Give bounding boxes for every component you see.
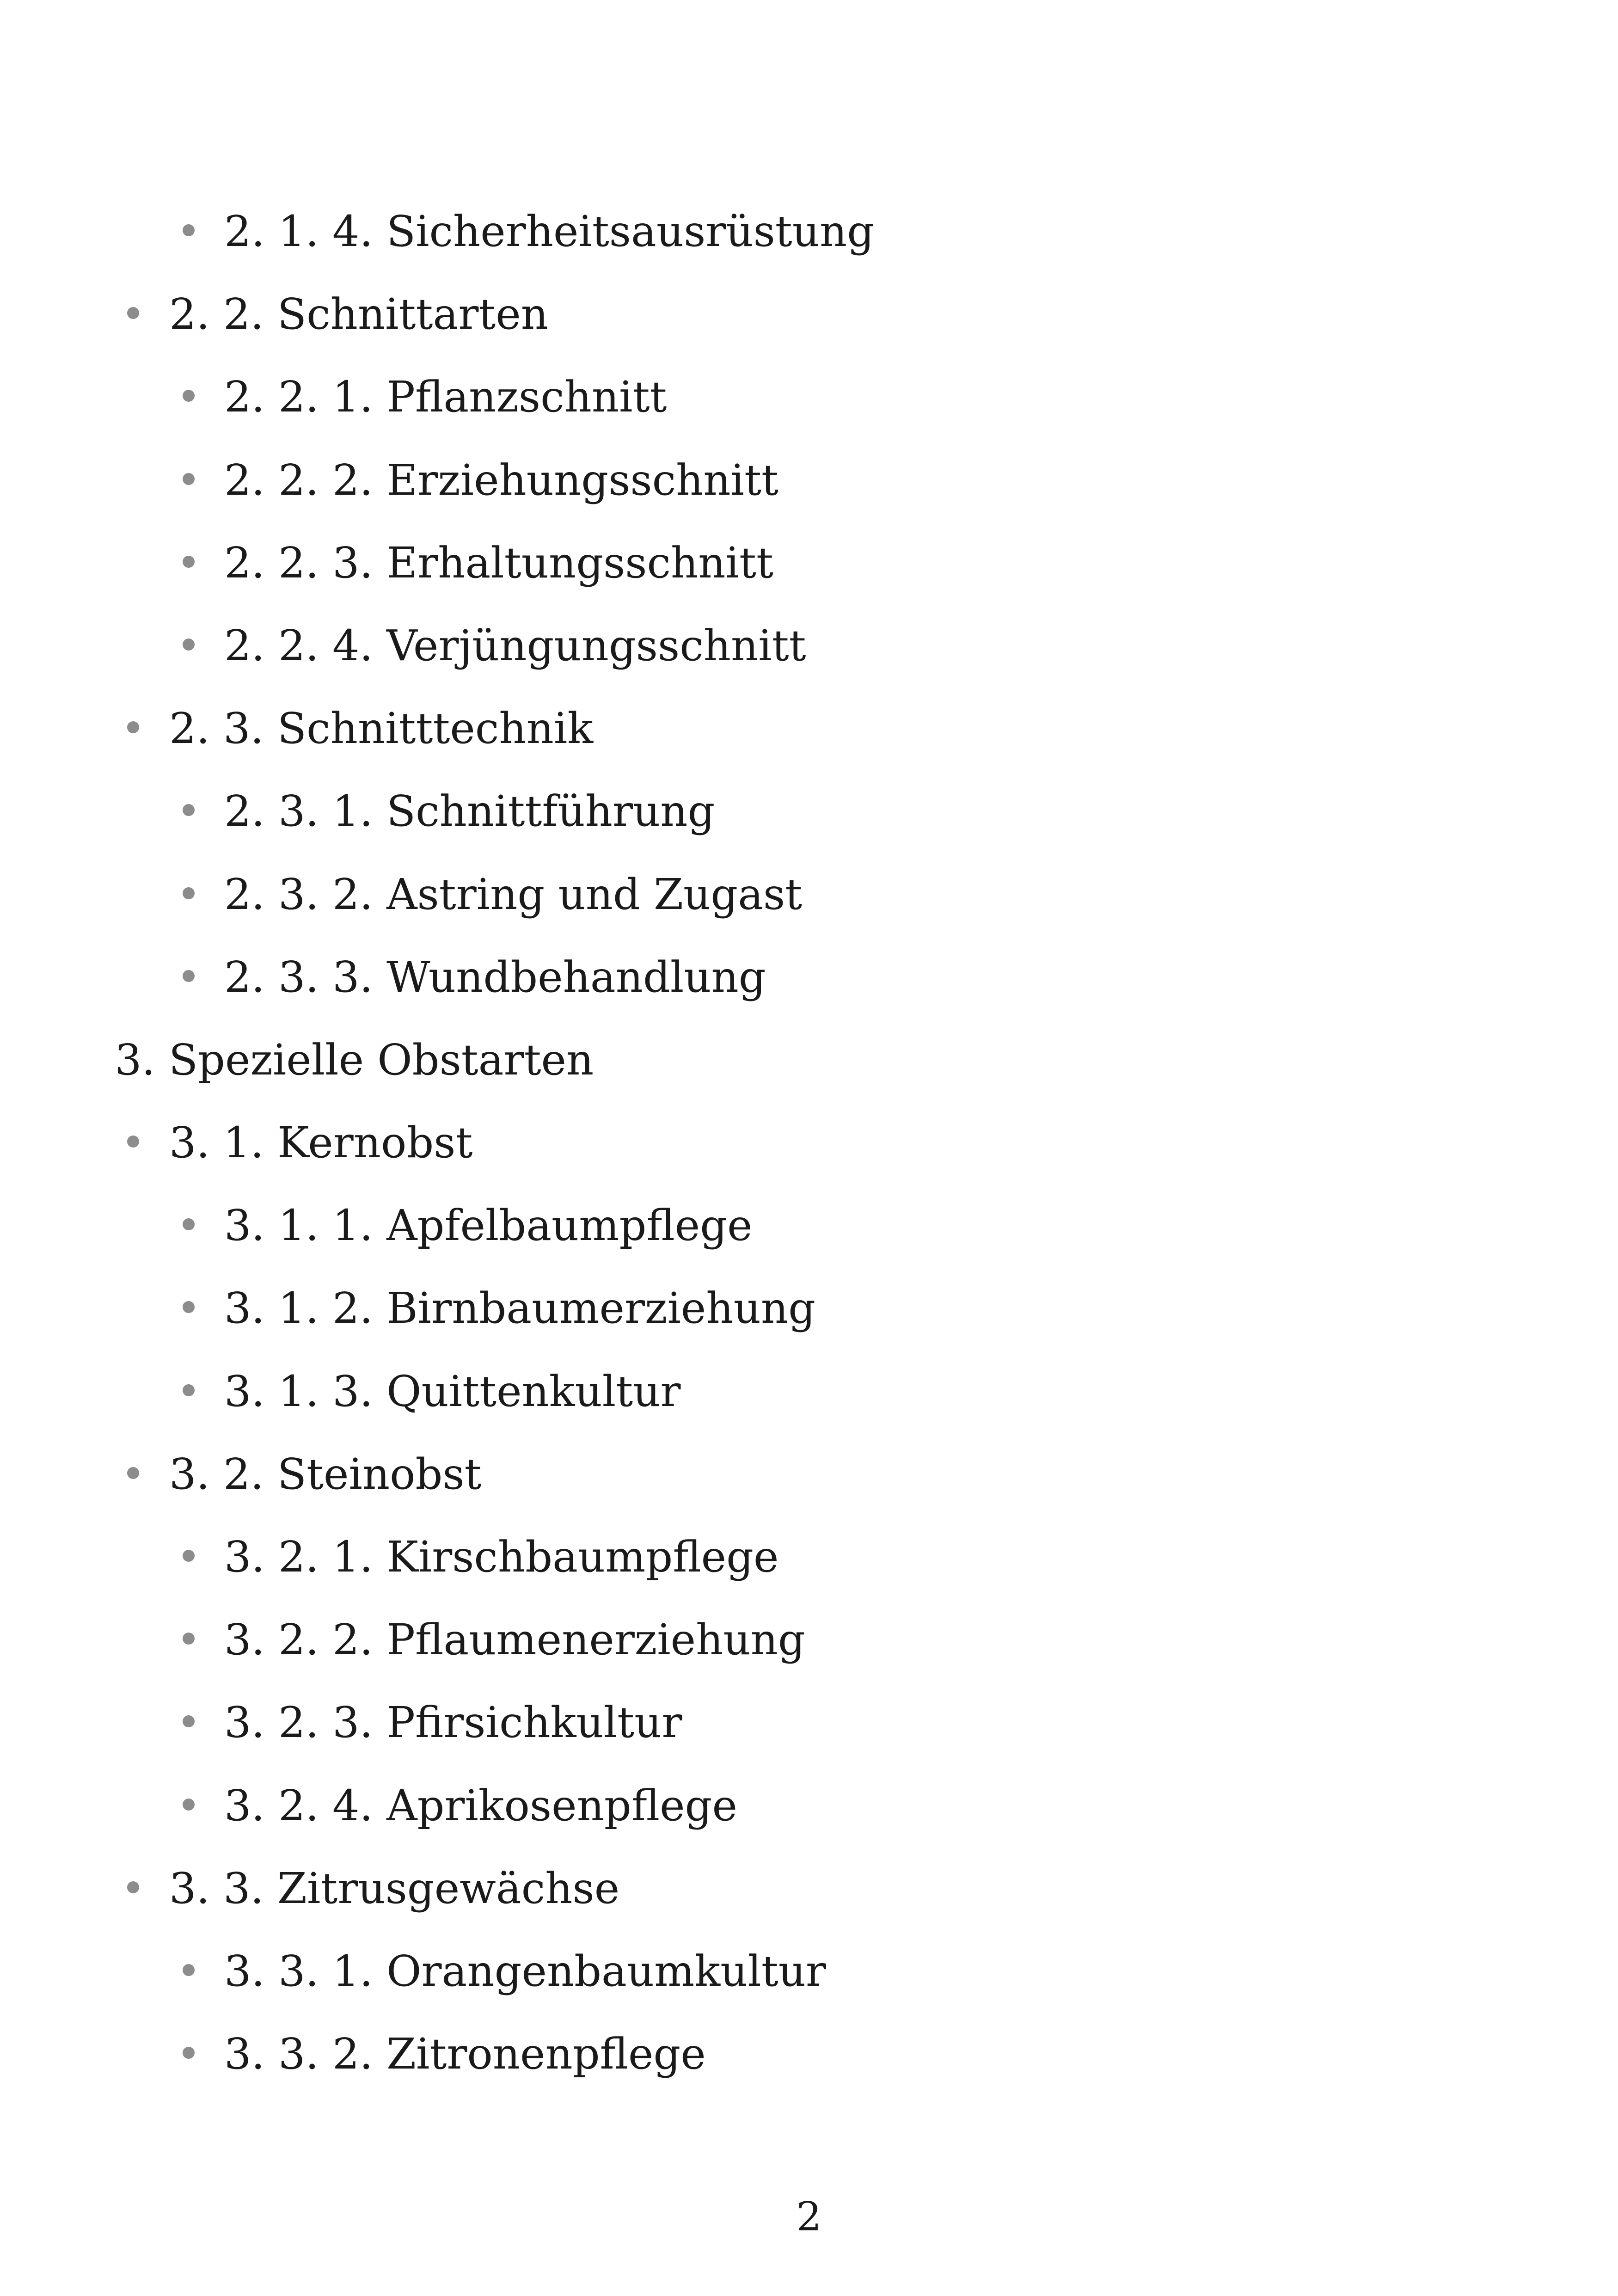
bullet-icon — [183, 473, 195, 485]
toc-list-item — [0, 860, 1618, 943]
toc-entry-text: 3. 2. 2. Pflaumenerziehung — [224, 1615, 805, 1665]
toc-list-item — [0, 611, 1618, 694]
toc-list-item — [0, 1191, 1618, 1274]
table-of-contents — [0, 197, 1618, 2102]
bullet-icon — [183, 1550, 195, 1562]
toc-entry-text: 3. 2. 1. Kirschbaumpflege — [224, 1532, 779, 1582]
bullet-icon — [183, 1964, 195, 1976]
bullet-icon — [183, 2047, 195, 2059]
toc-entry-text: 2. 3. Schnitttechnik — [169, 704, 594, 754]
bullet-icon — [183, 1799, 195, 1811]
toc-list-item — [0, 777, 1618, 859]
toc-list-item — [0, 446, 1618, 528]
toc-list-item — [0, 280, 1618, 362]
bullet-icon — [183, 1301, 195, 1313]
bullet-icon — [183, 804, 195, 816]
toc-entry-text: 3. 2. 3. Pfirsichkultur — [224, 1698, 682, 1748]
toc-list-item — [0, 1688, 1618, 1771]
toc-entry-text: 3. 2. 4. Aprikosenpflege — [224, 1780, 737, 1830]
toc-entry-text: 3. 1. 1. Apfelbaumpflege — [224, 1201, 753, 1251]
toc-list-item — [0, 943, 1618, 1025]
bullet-icon — [183, 1715, 195, 1727]
bullet-icon — [183, 1218, 195, 1230]
toc-entry-text: 2. 2. 3. Erhaltungsschnitt — [224, 538, 773, 588]
bullet-icon — [183, 970, 195, 982]
bullet-icon — [183, 1384, 195, 1396]
toc-list-item — [0, 1108, 1618, 1191]
toc-list-item — [0, 1522, 1618, 1605]
toc-entry-text: 2. 3. 1. Schnittführung — [224, 786, 715, 836]
bullet-icon — [127, 721, 139, 733]
bullet-icon — [183, 1633, 195, 1645]
toc-list-item — [0, 362, 1618, 445]
toc-list-item — [0, 2020, 1618, 2102]
bullet-icon — [183, 638, 195, 651]
toc-entry-text: 3. 3. 2. Zitronenpflege — [224, 2029, 706, 2079]
toc-entry-text: 2. 2. 1. Pflanzschnitt — [224, 372, 667, 422]
toc-entry-text: 3. 1. Kernobst — [169, 1118, 473, 1168]
toc-list-item — [0, 1854, 1618, 1937]
toc-list-item — [0, 1937, 1618, 2020]
toc-list-item — [0, 1274, 1618, 1357]
bullet-icon — [127, 1881, 139, 1893]
bullet-icon — [183, 887, 195, 899]
bullet-icon — [127, 1136, 139, 1148]
toc-entry-text: 3. 1. 3. Quittenkultur — [224, 1366, 681, 1416]
bullet-icon — [127, 307, 139, 319]
bullet-icon — [183, 556, 195, 568]
toc-entry-text: 2. 1. 4. Sicherheitsausrüstung — [224, 207, 875, 256]
toc-entry-text: 2. 2. 4. Verjüngungsschnitt — [224, 620, 806, 670]
toc-chapter-entry — [0, 1025, 1618, 1108]
toc-list-item — [0, 1771, 1618, 1854]
toc-list-item — [0, 528, 1618, 611]
toc-list-item — [0, 1357, 1618, 1440]
toc-list-item — [0, 694, 1618, 777]
page-number: 2 — [796, 2194, 822, 2240]
toc-entry-text: 2. 2. Schnittarten — [169, 289, 548, 339]
toc-list-item — [0, 1605, 1618, 1688]
toc-entry-text: 3. Spezielle Obstarten — [115, 1035, 594, 1085]
toc-entry-text: 2. 3. 2. Astring und Zugast — [224, 869, 803, 919]
toc-list-item — [0, 197, 1618, 280]
bullet-icon — [183, 390, 195, 402]
toc-entry-text: 2. 2. 2. Erziehungsschnitt — [224, 455, 779, 505]
toc-entry-text: 2. 3. 3. Wundbehandlung — [224, 952, 766, 1002]
toc-entry-text: 3. 3. Zitrusgewächse — [169, 1863, 620, 1913]
bullet-icon — [183, 224, 195, 236]
toc-entry-text: 3. 3. 1. Orangenbaumkultur — [224, 1946, 827, 1996]
toc-entry-text: 3. 2. Steinobst — [169, 1449, 482, 1499]
bullet-icon — [127, 1467, 139, 1479]
toc-entry-text: 3. 1. 2. Birnbaumerziehung — [224, 1283, 815, 1333]
toc-list-item — [0, 1440, 1618, 1522]
